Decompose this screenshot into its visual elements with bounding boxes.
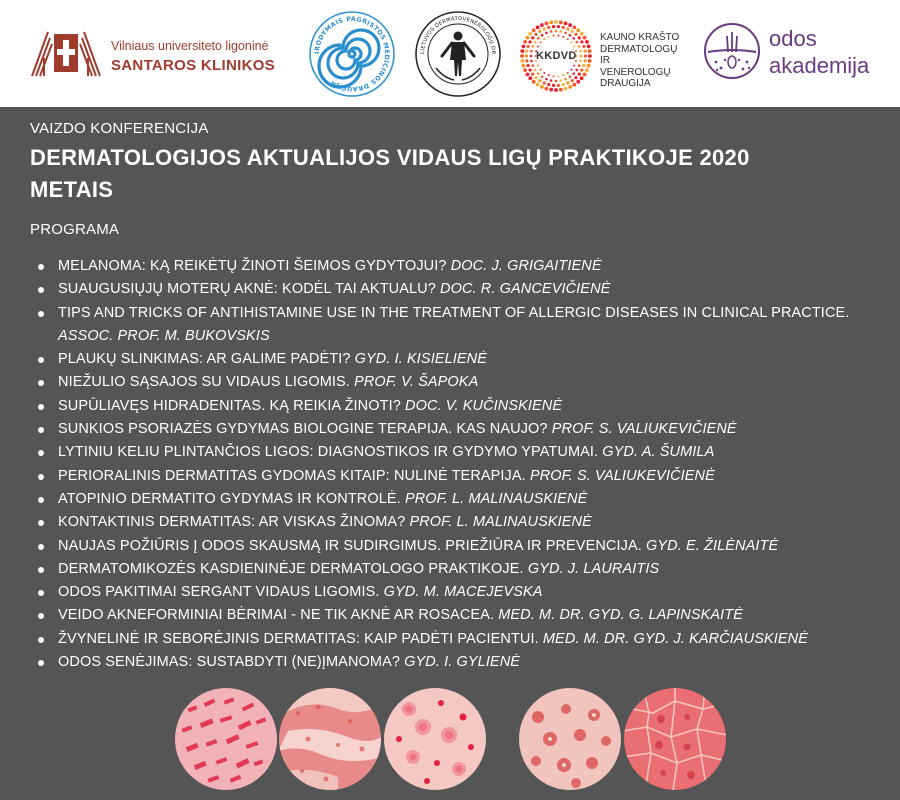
- agenda-item: [38, 535, 878, 558]
- agenda-topic: TIPS AND TRICKS OF ANTIHISTAMINE USE IN THE TREATMENT OF ALLERGIC DISEASES IN CLINICAL PRACTICE.: [58, 304, 850, 321]
- agenda-item: [38, 511, 878, 534]
- spiral-society-label: IRODYMAIS PAGRISTOS MEDICINOS DRAUGIJA: [313, 15, 391, 93]
- spiral-icon: [308, 10, 396, 98]
- agenda-speaker: GYD. I. KISIELIENĖ: [354, 351, 487, 368]
- agenda-speaker: PROF. V. ŠAPOKA: [354, 374, 479, 391]
- derm-society-label: LIETUVOS DERMATOVENEROLOGŲ DR: [419, 15, 497, 55]
- agenda-topic: SUPŪLIAVĘS HIDRADENITAS. KĄ REIKIA ŽINOTI?: [58, 397, 406, 414]
- santaros-line2: SANTAROS KLINIKOS: [111, 57, 275, 74]
- agenda-list: [38, 255, 878, 674]
- agenda-topic: DERMATOMIKOZĖS KASDIENINĖJE DERMATOLOGO PRAKTIKOJE.: [58, 560, 528, 577]
- page-title: DERMATOLOGIJOS AKTUALIJOS VIDAUS LIGŲ PRAKTIKOJE 2020 METAIS: [30, 145, 750, 202]
- agenda-topic: SUAUGUSIŲJŲ MOTERŲ AKNĖ: KODĖL TAI AKTUALU?: [58, 281, 441, 298]
- agenda-item: [38, 348, 878, 371]
- kkdvd-name: KAUNO KRAŠTO DERMATOLOGŲ IR VENEROLOGŲ DRAUGIJA: [600, 32, 680, 89]
- agenda-item: [38, 395, 878, 418]
- skin-photo-spots-image: [383, 687, 487, 791]
- agenda-item: [38, 278, 878, 301]
- agenda-item: [38, 581, 878, 604]
- kkdvd-abbr: KKDVD: [536, 50, 577, 62]
- agenda-item: [38, 488, 878, 511]
- agenda-topic: KONTAKTINIS DERMATITAS: AR VISKAS ŽINOMA?: [58, 514, 410, 531]
- agenda-speaker: PROF. S. VALIUKEVIČIENĖ: [551, 421, 737, 438]
- skin-photo-papules-image: [518, 687, 622, 791]
- agenda-topic: PERIORALINIS DERMATITAS GYDOMAS KITAIP: NULINĖ TERAPIJA.: [58, 467, 530, 484]
- agenda-speaker: PROF. L. MALINAUSKIENĖ: [404, 490, 588, 507]
- human-figure-icon: [414, 10, 502, 98]
- skin-layers-icon: [703, 22, 761, 80]
- dermatovenereology-society-logo: [414, 10, 502, 98]
- agenda-item: [38, 441, 878, 464]
- agenda-speaker: GYD. J. LAURAITIS: [527, 560, 660, 577]
- agenda-topic: PLAUKŲ SLINKIMAS: AR GALIME PADĖTI?: [58, 351, 355, 368]
- agenda-item: [38, 628, 878, 651]
- conference-type-label: VAIZDO KONFERENCIJA: [30, 120, 209, 137]
- skin-photo-psoriasis-image: [174, 687, 278, 791]
- odos-akademija-logo: [703, 22, 893, 84]
- agenda-speaker: GYD. M. MACEJEVSKA: [383, 584, 543, 601]
- agenda-topic: NIEŽULIO SĄSAJOS SU VIDAUS LIGOMIS.: [58, 374, 355, 391]
- program-label: PROGRAMA: [30, 221, 120, 238]
- agenda-topic: ATOPINIO DERMATITO GYDYMAS IR KONTROLĖ.: [58, 490, 405, 507]
- skin-photo-eczema-image: [623, 687, 727, 791]
- agenda-speaker: PROF. L. MALINAUSKIENĖ: [409, 514, 592, 531]
- agenda-speaker: ASSOC. PROF. M. BUKOVSKIS: [58, 327, 270, 344]
- agenda-topic: VEIDO AKNEFORMINIAI BĖRIMAI - NE TIK AKNĖ AR ROSACEA.: [58, 607, 499, 624]
- skin-photo-plaques-image: [278, 687, 382, 791]
- agenda-item: [38, 465, 878, 488]
- kkdvd-logo: [518, 18, 683, 94]
- agenda-topic: ŽVYNELINĖ IR SEBORĖJINIS DERMATITAS: KAIP PADĖTI PACIENTUI.: [58, 630, 543, 647]
- agenda-item: [38, 558, 878, 581]
- agenda-item: [38, 371, 878, 394]
- agenda-speaker: GYD. I. GYLIENĖ: [404, 654, 521, 671]
- agenda-speaker: MED. M. DR. GYD. J. KARČIAUSKIENĖ: [542, 630, 809, 647]
- agenda-topic: ODOS SENĖJIMAS: SUSTABDYTI (NE)ĮMANOMA?: [58, 654, 405, 671]
- logo-bar: [0, 0, 900, 107]
- agenda-item: [38, 255, 878, 278]
- agenda-item: [38, 604, 878, 627]
- agenda-speaker: DOC. J. GRIGAITIENĖ: [450, 258, 602, 274]
- agenda-speaker: PROF. S. VALIUKEVIČIENĖ: [529, 467, 715, 484]
- agenda-speaker: GYD. A. ŠUMILA: [602, 444, 715, 461]
- agenda-speaker: GYD. E. ŽILĖNAITĖ: [646, 537, 779, 554]
- agenda-topic: NAUJAS POŽIŪRIS Į ODOS SKAUSMĄ IR SUDIRGIMUS. PRIEŽIŪRA IR PREVENCIJA.: [58, 537, 646, 554]
- agenda-item: [38, 418, 878, 441]
- agenda-speaker: MED. M. DR. GYD. G. LAPINSKAITĖ: [498, 607, 744, 624]
- santaros-logo: [28, 28, 288, 80]
- agenda-speaker: DOC. V. KUČINSKIENĖ: [405, 397, 563, 414]
- agenda-topic: LYTINIU KELIU PLINTANČIOS LIGOS: DIAGNOSTIKOS IR GYDYMO YPATUMAI.: [58, 444, 603, 461]
- agenda-topic: MELANOMA: KĄ REIKĖTŲ ŽINOTI ŠEIMOS GYDYTOJUI?: [58, 258, 451, 274]
- agenda-item: [38, 302, 878, 349]
- agenda-topic: ODOS PAKITIMAI SERGANT VIDAUS LIGOMIS.: [58, 584, 384, 601]
- odos-word2: akademija: [769, 53, 870, 78]
- santaros-line1: Vilniaus universiteto ligoninė: [111, 39, 269, 53]
- agenda-topic: SUNKIOS PSORIAZĖS GYDYMAS BIOLOGINE TERAPIJA. KAS NAUJO?: [58, 421, 552, 438]
- agenda-speaker: DOC. R. GANCEVIČIENĖ: [440, 281, 611, 298]
- santaros-emblem-icon: [28, 28, 104, 78]
- evidence-medicine-society-logo: [308, 10, 396, 98]
- odos-word1: odos: [769, 26, 817, 51]
- agenda-item: [38, 651, 878, 674]
